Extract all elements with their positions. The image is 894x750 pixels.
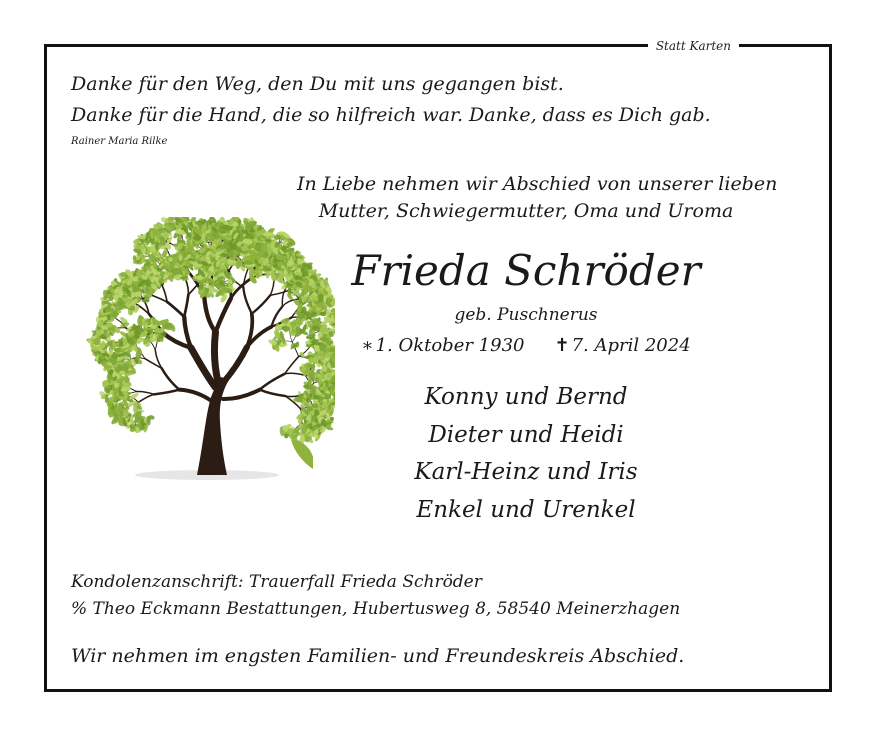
closing-note: Wir nehmen im engsten Familien- und Freundeskreis Abschied. <box>71 645 685 667</box>
death-cross-icon: ✝ <box>554 335 570 356</box>
life-dates <box>297 335 755 356</box>
quote-line-1: Danke für den Weg, den Du mit uns gegangen bist. <box>71 73 564 95</box>
rilke-quote <box>71 69 711 131</box>
deceased-name: Frieda Schröder <box>351 246 701 295</box>
quote-author: Rainer Maria Rilke <box>71 136 168 147</box>
intro-text <box>297 171 778 225</box>
tree-icon <box>75 217 335 489</box>
birth-date: 1. Oktober 1930 <box>375 335 525 356</box>
birth-name: geb. Puschnerus <box>454 305 598 325</box>
tree-trunk <box>197 377 229 475</box>
intro-line-2: Mutter, Schwiegermutter, Oma und Uroma <box>318 200 734 222</box>
intro-line-1: In Liebe nehmen wir Abschied von unserer lieben <box>297 173 778 195</box>
death-date: 7. April 2024 <box>571 335 691 356</box>
condolence-line-1: Kondolenzanschrift: Trauerfall Frieda Schröder <box>71 572 482 592</box>
family-member: Konny und Bernd <box>424 384 628 410</box>
family-member: Dieter und Heidi <box>428 421 624 448</box>
obituary-frame <box>44 39 832 692</box>
family-list <box>297 379 755 529</box>
birth-star-icon: ∗ <box>361 335 374 356</box>
statt-karten-label: Statt Karten <box>648 37 739 55</box>
family-member: Enkel und Urenkel <box>416 496 636 523</box>
family-member: Karl-Heinz und Iris <box>414 459 638 485</box>
condolence-address <box>71 569 680 623</box>
condolence-line-2: % Theo Eckmann Bestattungen, Hubertusweg 8, 58540 Meinerzhagen <box>71 599 681 619</box>
quote-line-2: Danke für die Hand, die so hilfreich war. Danke, dass es Dich gab. <box>71 104 711 126</box>
